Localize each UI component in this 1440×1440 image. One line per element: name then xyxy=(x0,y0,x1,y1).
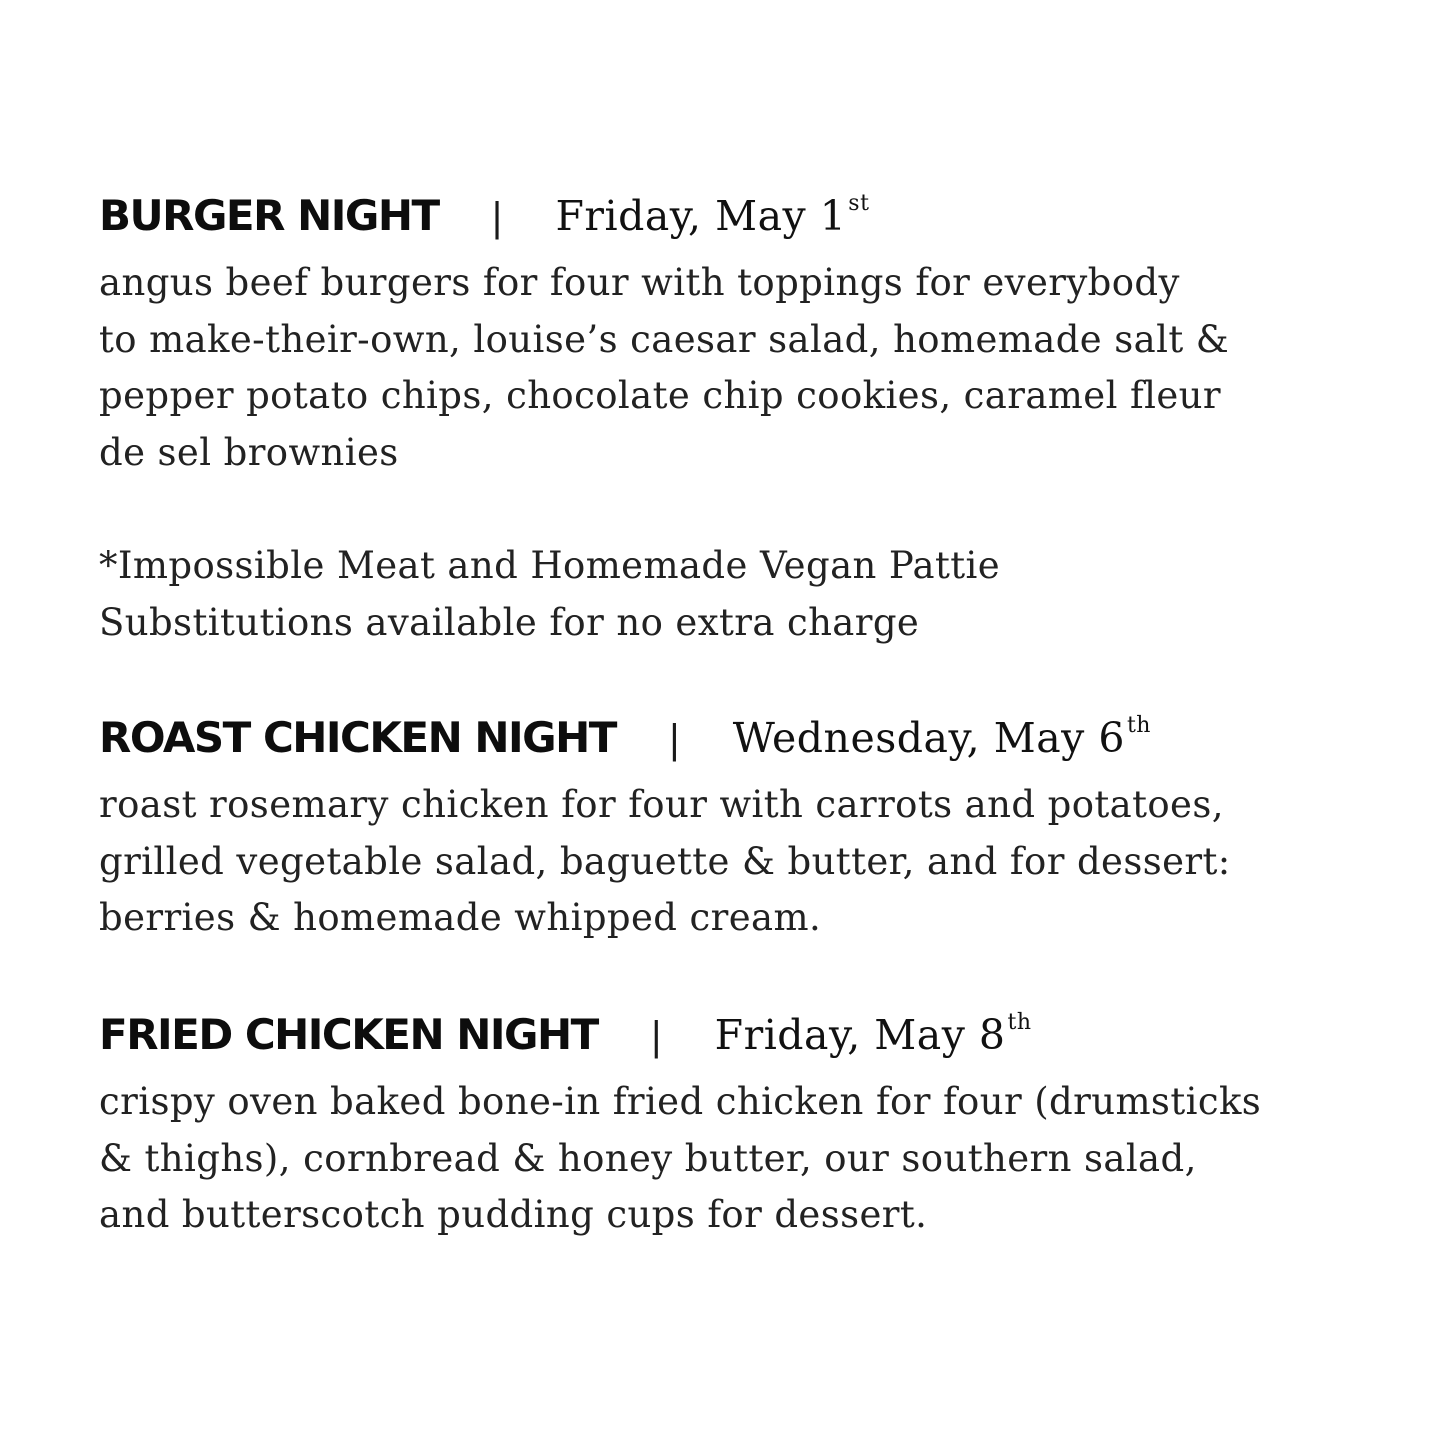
menu-item-heading xyxy=(99,1010,1359,1059)
date-suffix: st xyxy=(848,191,870,216)
menu-item-description xyxy=(99,777,1359,947)
date-text: Wednesday, May 6 xyxy=(732,714,1125,762)
menu-item-roast-chicken-night xyxy=(99,715,1359,947)
heading-separator: | xyxy=(667,717,681,761)
date-text: Friday, May 1 xyxy=(555,192,847,240)
description-line: crispy oven baked bone-in fried chicken for four (drumsticks xyxy=(99,1080,1262,1123)
menu-item-title: ROAST CHICKEN NIGHT xyxy=(99,713,616,762)
menu-item-date xyxy=(714,1010,1032,1059)
menu-item-date xyxy=(732,713,1151,762)
description-line: & thighs), cornbread & honey butter, our southern salad, xyxy=(99,1136,1197,1180)
heading-separator: | xyxy=(490,195,504,239)
menu-item-date xyxy=(555,191,870,240)
description-line: and butterscotch pudding cups for dessert. xyxy=(99,1193,928,1236)
menu-item-burger-night xyxy=(99,193,1359,481)
menu-item-fried-chicken-night xyxy=(99,1012,1359,1244)
description-line: to make-their-own, louise’s caesar salad, homemade salt & xyxy=(99,317,1230,361)
note-line: Substitutions available for no extra charge xyxy=(99,600,920,644)
date-text: Friday, May 8 xyxy=(714,1011,1006,1059)
menu-item-heading xyxy=(99,191,1359,240)
description-line: angus beef burgers for four with toppings for everybody xyxy=(99,261,1180,304)
date-suffix: th xyxy=(1007,1010,1032,1035)
substitution-note xyxy=(99,538,1359,651)
menu-item-description xyxy=(99,1074,1359,1244)
menu-item-title: BURGER NIGHT xyxy=(99,191,439,240)
description-line: pepper potato chips, chocolate chip cookies, caramel fleur xyxy=(99,374,1221,417)
menu-item-title: FRIED CHICKEN NIGHT xyxy=(99,1010,598,1059)
menu-item-description xyxy=(99,255,1359,481)
description-line: grilled vegetable salad, baguette & butter, and for dessert: xyxy=(99,839,1231,883)
description-line: de sel brownies xyxy=(99,430,399,474)
description-line: roast rosemary chicken for four with carrots and potatoes, xyxy=(99,783,1224,826)
date-suffix: th xyxy=(1126,713,1151,738)
menu-item-heading xyxy=(99,713,1359,762)
description-line: berries & homemade whipped cream. xyxy=(99,896,822,939)
heading-separator: | xyxy=(649,1014,663,1058)
note-line: *Impossible Meat and Homemade Vegan Pattie xyxy=(99,544,1001,587)
